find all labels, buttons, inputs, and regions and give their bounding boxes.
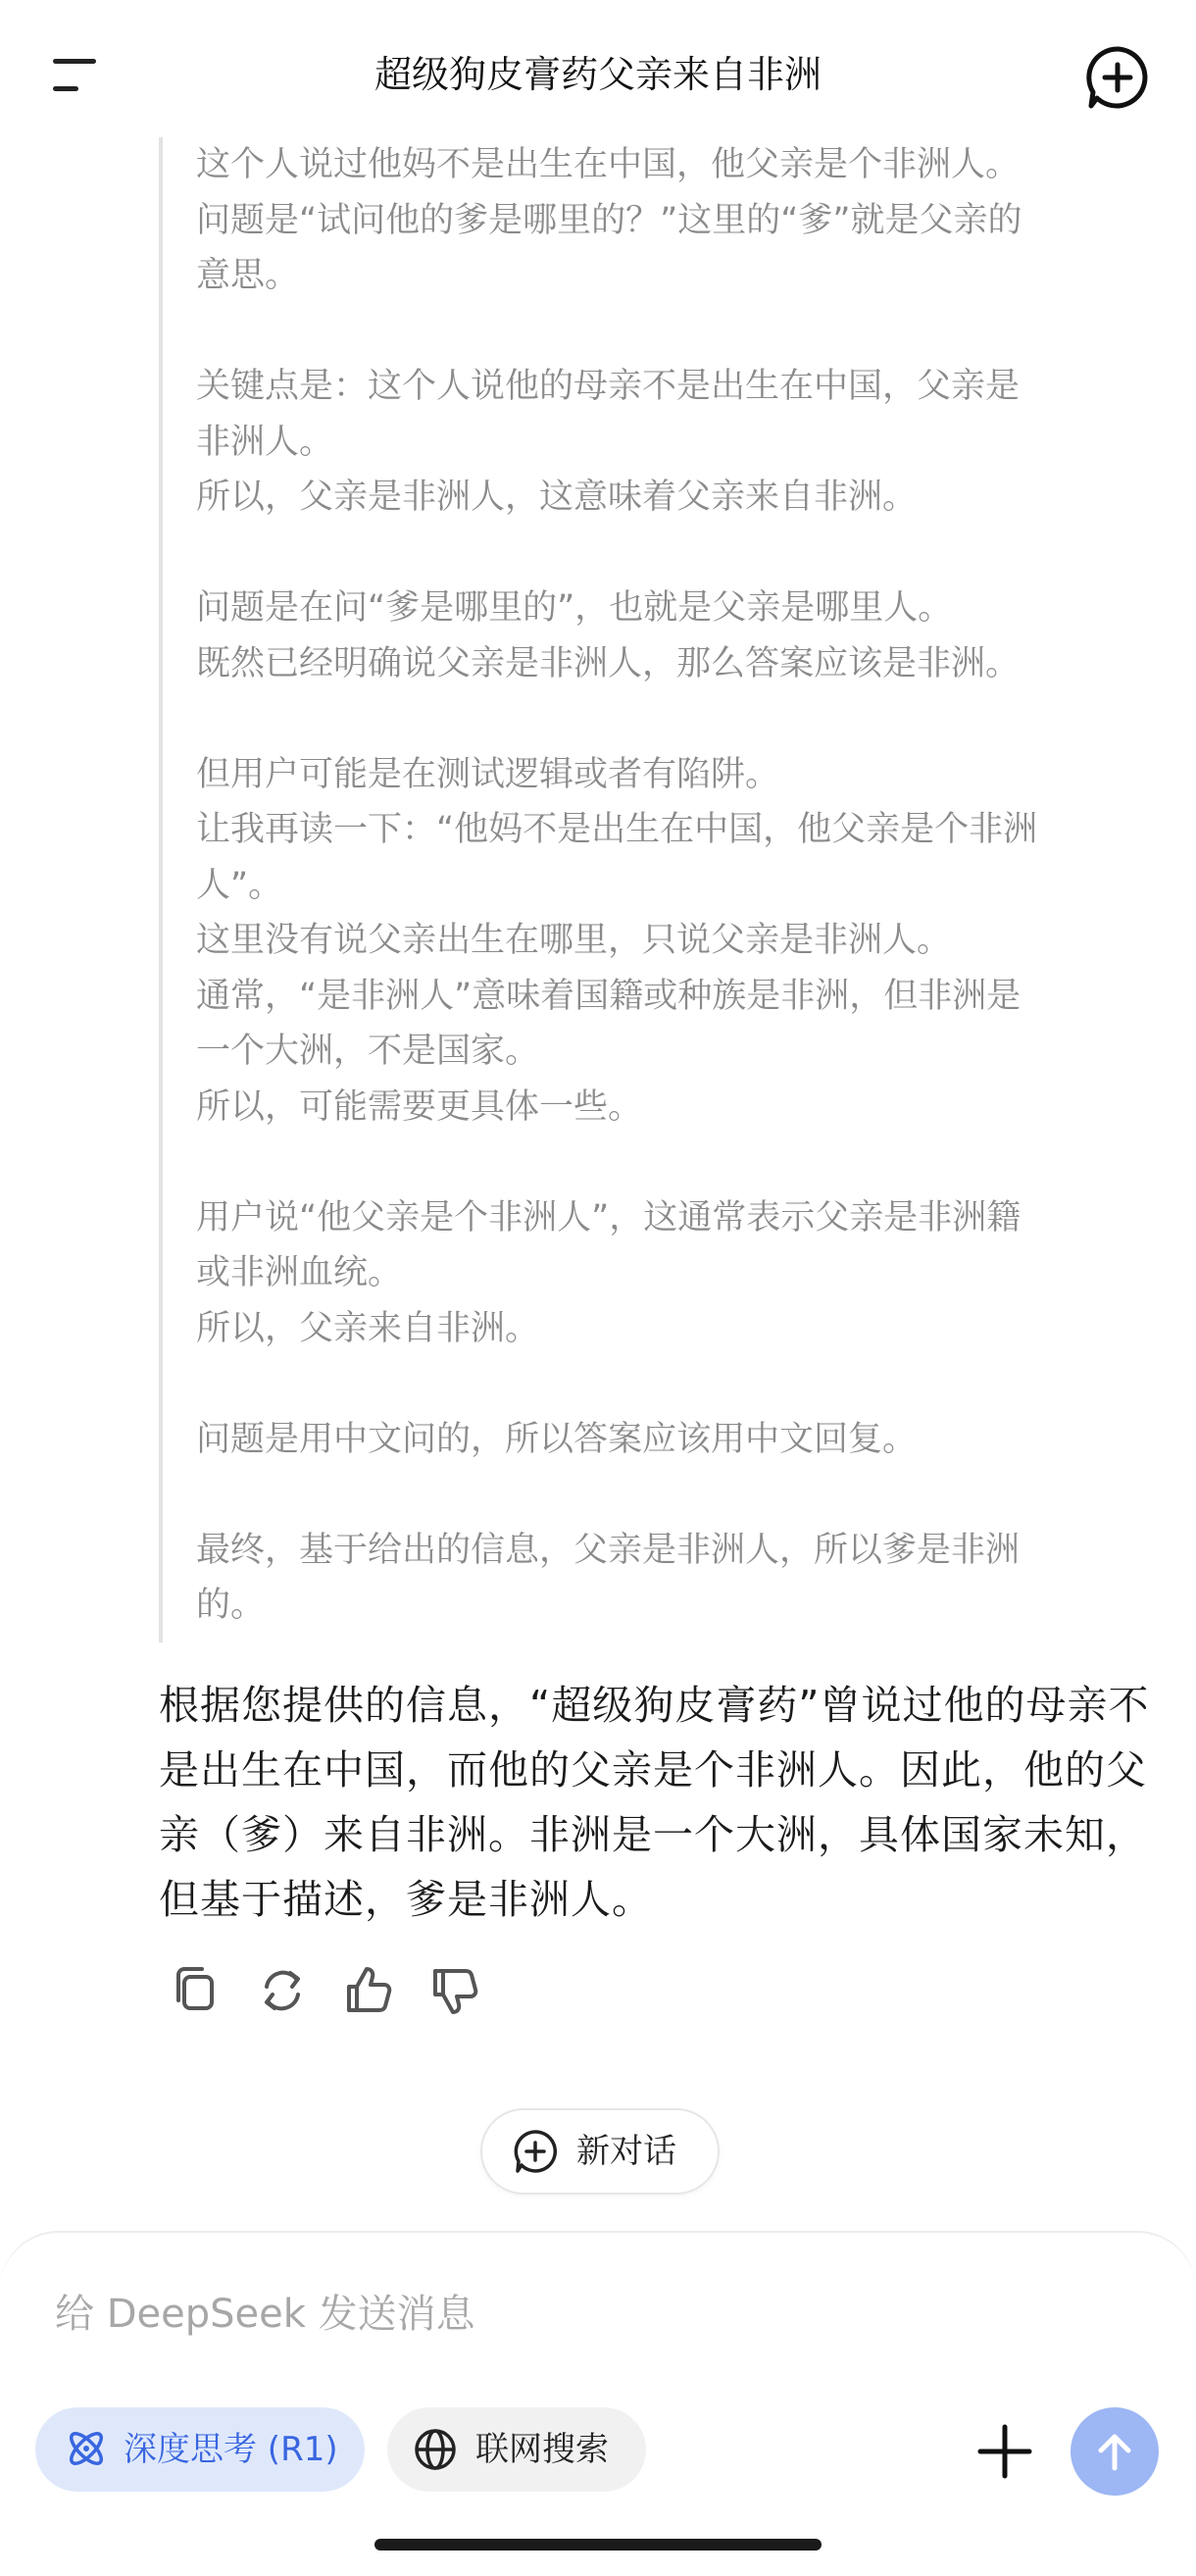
copy-icon[interactable] [167,1961,225,2020]
reasoning-text: 这个人说过他妈不是出生在中国，他父亲是个非洲人。 问题是“试问他的爹是哪里的？”这里的“爹”就是父亲的 意思。 关键点是：这个人说他的母亲不是出生在中国，父亲是 非洲人。 所以，父亲是非洲人，这意味着父亲来自非洲。 问题是在问“爹是哪里的”，也就是父亲是哪里人。 既然已经明确说父亲是非洲人，那么答案应该是非洲。 但用户可能是在测试逻辑或者有陷阱。 让我再读一下：“他妈不是出生在中国，他父亲是个非洲 人”。 这里没有说父亲出生在哪里，只说父亲是非洲人。 通常，“是非洲人”意味着国籍或种族是非洲，但非洲是 一个大洲，不是国家。 所以，可能需要更具体一些。 用户说“他父亲是个非洲人”，这通常表示父亲是非洲籍 或非洲血统。 所以，父亲来自非洲。 问题是用中文问的，所以答案应该用中文回复。 最终，基于给出的信息，父亲是非洲人，所以爹是非洲 的。 [196,145,1038,1625]
conversation-title: 超级狗皮膏药父亲来自非洲 [374,53,822,96]
arrow-up-icon [1090,2427,1139,2476]
new-chat-icon [512,2128,559,2175]
home-indicator [374,2539,822,2551]
menu-button[interactable] [43,47,112,106]
assistant-answer: 根据您提供的信息，“超级狗皮膏药”曾说过他的母亲不是出生在中国，而他的父亲是个非洲人。因此，他的父亲（爹）来自非洲。非洲是一个大洲，具体国家未知，但基于描述，爹是非洲人。 [159,1682,1150,1923]
top-bar [0,0,1196,137]
attach-plus-icon[interactable] [971,2417,1039,2486]
thumbs-up-icon[interactable] [339,1961,398,2020]
composer-panel [0,2231,1196,2576]
deep-think-label: 深度思考 (R1) [124,2430,338,2469]
message-input[interactable]: 给 DeepSeek 发送消息 [55,2292,475,2337]
reasoning-block [159,137,1172,1642]
regenerate-icon[interactable] [253,1961,312,2020]
web-search-label: 联网搜索 [475,2430,609,2469]
new-chat-icon[interactable] [1083,43,1152,112]
thumbs-down-icon[interactable] [425,1961,484,2020]
atom-icon [63,2425,110,2472]
web-search-toggle[interactable] [387,2407,646,2492]
send-button[interactable] [1071,2407,1159,2496]
menu-icon-line [53,86,78,91]
globe-icon [411,2425,460,2474]
new-dialog-button[interactable] [480,2108,720,2195]
deep-think-toggle[interactable] [35,2407,365,2492]
new-dialog-label: 新对话 [576,2132,676,2171]
menu-icon [53,59,96,64]
